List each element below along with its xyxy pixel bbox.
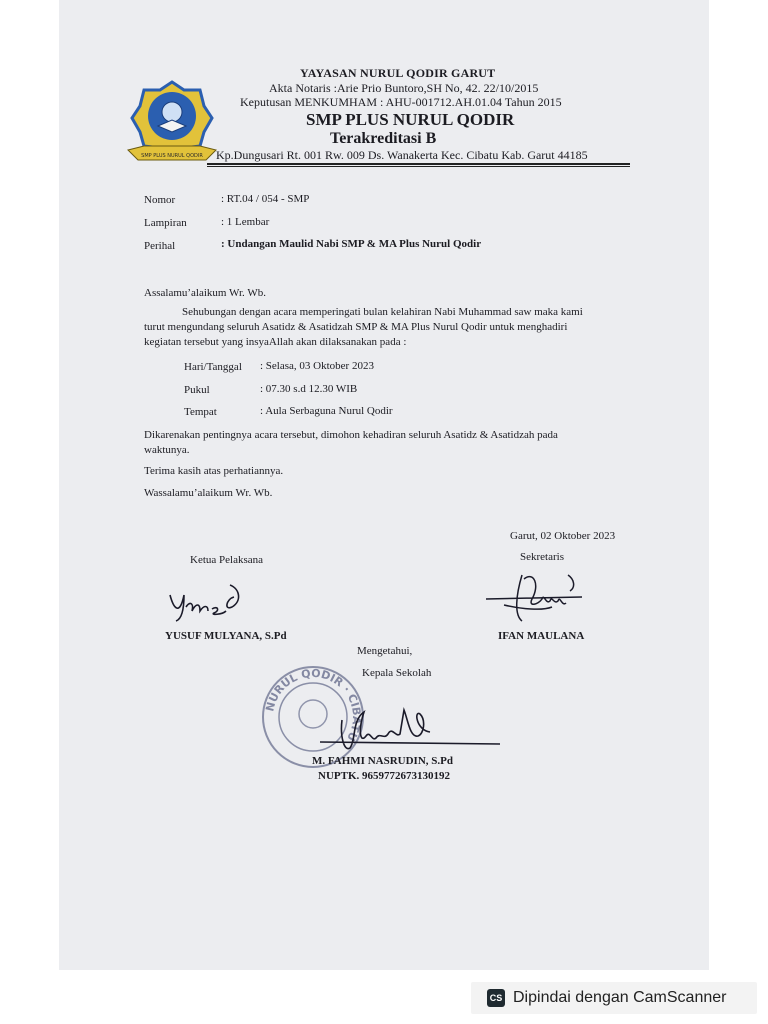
logo-banner-text: SMP PLUS NURUL QODIR [141, 153, 203, 159]
foundation-name: YAYASAN NURUL QODIR GARUT [300, 66, 496, 80]
principal-signature [300, 690, 510, 765]
meta-number-label: Nomor [144, 194, 176, 206]
paragraph-1-line-3: kegiatan tersebut yang insyaAllah akan dilaksanakan pada : [144, 336, 407, 348]
greeting: Assalamu’alaikum Wr. Wb. [144, 287, 266, 299]
meta-subject-value: : Undangan Maulid Nabi SMP & MA Plus Nurul Qodir [221, 238, 482, 250]
detail-time-value: : 07.30 s.d 12.30 WIB [260, 383, 358, 395]
detail-date-label: Hari/Tanggal [184, 361, 242, 373]
secretary-signature [482, 565, 592, 635]
secretary-role: Sekretaris [520, 551, 564, 563]
acknowledged-label: Mengetahui, [357, 645, 413, 657]
stamp-text: NURUL QODIR · CIBATU [263, 666, 364, 744]
principal-name: M. FAHMI NASRUDIN, S.Pd [312, 755, 453, 767]
detail-date-value: : Selasa, 03 Oktober 2023 [260, 360, 374, 372]
detail-place-value: : Aula Serbaguna Nurul Qodir [260, 405, 393, 417]
header-divider-thin [207, 166, 630, 167]
secretary-name: IFAN MAULANA [498, 630, 585, 642]
chair-role: Ketua Pelaksana [190, 554, 263, 566]
paragraph-2-line-2: waktunya. [144, 444, 190, 456]
decree-line: Keputusan MENKUMHAM : AHU-001712.AH.01.04 Tahun 2015 [240, 95, 562, 109]
detail-time-label: Pukul [184, 384, 210, 396]
chair-signature [160, 575, 250, 625]
notary-line: Akta Notaris :Arie Prio Buntoro,SH No, 42. 22/10/2015 [269, 81, 539, 95]
principal-id: NUPTK. 9659772673130192 [318, 770, 450, 782]
thanks-line: Terima kasih atas perhatiannya. [144, 465, 284, 477]
school-logo [126, 76, 218, 166]
camscanner-watermark [471, 982, 757, 1014]
meta-subject-label: Perihal [144, 240, 176, 252]
camscanner-icon: CS [487, 989, 505, 1007]
meta-number-value: : RT.04 / 054 - SMP [221, 193, 310, 205]
paragraph-1-line-2: turut mengundang seluruh Asatidz & Asatidzah SMP & MA Plus Nurul Qodir untuk menghadiri [144, 321, 568, 333]
paragraph-2-line-1: Dikarenakan pentingnya acara tersebut, dimohon kehadiran seluruh Asatidz & Asatidzah pada [144, 429, 558, 441]
detail-place-label: Tempat [184, 406, 217, 418]
principal-role: Kepala Sekolah [362, 667, 432, 679]
camscanner-text: Dipindai dengan CamScanner [513, 989, 727, 1006]
logo-emblem-icon [132, 82, 212, 156]
accreditation: Terakreditasi B [330, 130, 437, 147]
paragraph-1-line-1: Sehubungan dengan acara memperingati bulan kelahiran Nabi Muhammad saw maka kami [182, 306, 583, 318]
chair-name: YUSUF MULYANA, S.Pd [165, 630, 287, 642]
meta-attachment-value: : 1 Lembar [221, 216, 270, 228]
school-name: SMP PLUS NURUL QODIR [306, 110, 515, 129]
school-address: Kp.Dungusari Rt. 001 Rw. 009 Ds. Wanakerta Kec. Cibatu Kab. Garut 44185 [216, 148, 588, 162]
header-divider [207, 163, 630, 165]
meta-attachment-label: Lampiran [144, 217, 187, 229]
place-date: Garut, 02 Oktober 2023 [510, 530, 616, 542]
closing-line: Wassalamu’alaikum Wr. Wb. [144, 487, 273, 499]
